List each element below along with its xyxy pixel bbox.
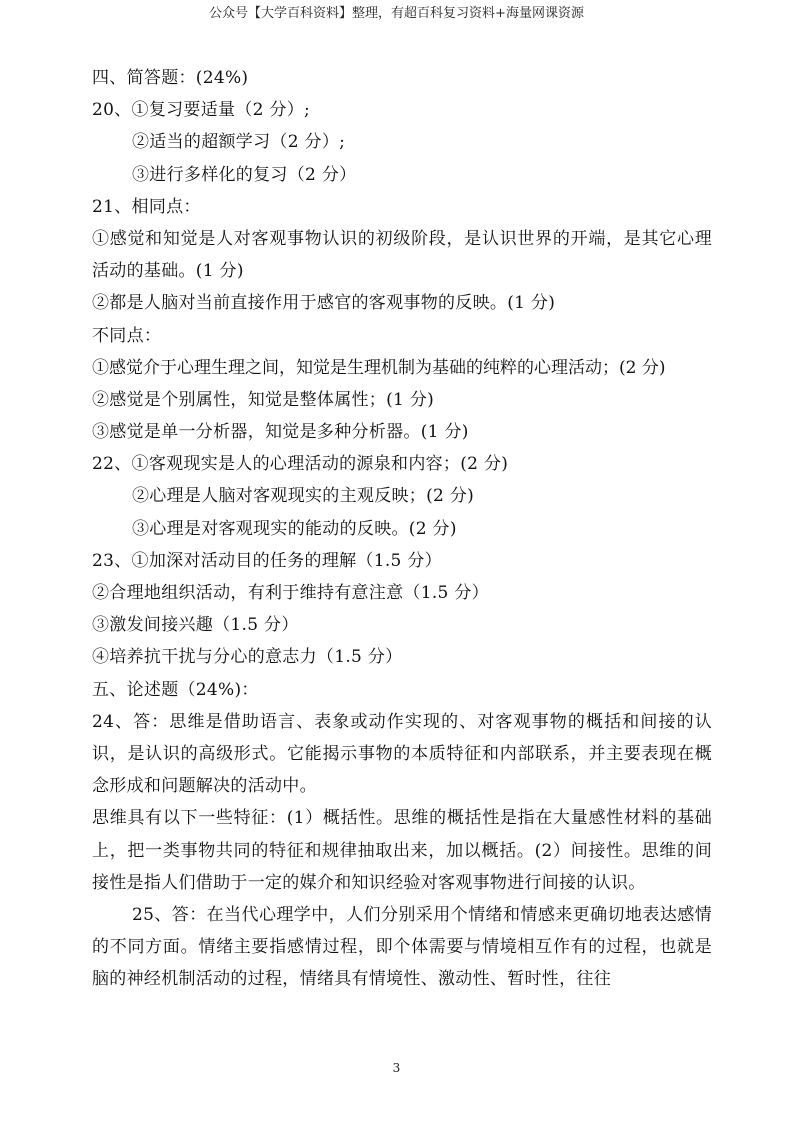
answer-23-line-3: ③激发间接兴趣（1.5 分） <box>92 615 299 636</box>
answer-21-difference-3: ③感觉是单一分析器，知觉是多种分析器。(1 分) <box>92 422 469 443</box>
answer-20-line-3: ③进行多样化的复习（2 分） <box>132 164 357 185</box>
answer-22-line-3: ③心理是对客观现实的能动的反映。(2 分) <box>132 518 457 539</box>
answer-21-difference-2: ②感觉是个别属性，知觉是整体属性；(1 分) <box>92 389 435 410</box>
page-number: 3 <box>392 1061 401 1075</box>
answer-23-line-2: ②合理地组织活动，有利于维持有意注意（1.5 分） <box>92 583 489 604</box>
answer-23-line-1: 23、①加深对活动目的任务的理解（1.5 分） <box>92 550 442 571</box>
answer-20-line-1: 20、①复习要适量（2 分）; <box>92 100 311 121</box>
answer-21-difference-heading: 不同点： <box>92 325 162 346</box>
answer-21-similarity-2: ②都是人脑对当前直接作用于感官的客观事物的反映。(1 分) <box>92 293 556 314</box>
answer-21-similarity-1: ①感觉和知觉是人对客观事物认识的初级阶段，是认识世界的开端，是其它心理活动的基础。(1 分) <box>92 228 712 282</box>
page-header: 公众号【大学百科资料】整理，有超百科复习资料+海量网课资源 <box>209 6 584 21</box>
answer-21-heading: 21、相同点： <box>92 196 201 217</box>
answer-22-line-1: 22、①客观现实是人的心理活动的源泉和内容；(2 分) <box>92 454 509 475</box>
section-four-title: 四、简答题：(24%) <box>92 68 249 88</box>
answer-22-line-2: ②心理是人脑对客观现实的主观反映；(2 分) <box>132 486 475 507</box>
answer-21-difference-1: ①感觉介于心理生理之间，知觉是生理机制为基础的纯粹的心理活动；(2 分) <box>92 357 666 378</box>
answer-20-line-2: ②适当的超额学习（2 分）; <box>132 132 346 153</box>
section-five-title: 五、论述题（24%)： <box>92 679 259 700</box>
document-body <box>92 62 712 996</box>
answer-25-paragraph-1: 25、答：在当代心理学中，人们分别采用个情绪和情感来更确切地表达感情的不同方面。情绪主要指感情过程，即个体需要与情境相互作有的过程，也就是脑的神经机制活动的过程，情绪具有情境性、激动性、暂时性，往往 <box>92 905 712 990</box>
answer-23-line-4: ④培养抗干扰与分心的意志力（1.5 分） <box>92 647 403 668</box>
answer-24-paragraph-1: 24、答：思维是借助语言、表象或动作实现的、对客观事物的概括和间接的认识，是认识的高级形式。它能揭示事物的本质特征和内部联系，并主要表现在概念形成和问题解决的活动中。 <box>92 711 712 797</box>
answer-24-paragraph-2: 思维具有以下一些特征：(1）概括性。思维的概括性是指在大量感性材料的基础上，把一类事物共同的特征和规律抽取出来，加以概括。(2）间接性。思维的间接性是指人们借助于一定的媒介和知识经验对客观事物进行间接的认识。 <box>92 808 712 893</box>
